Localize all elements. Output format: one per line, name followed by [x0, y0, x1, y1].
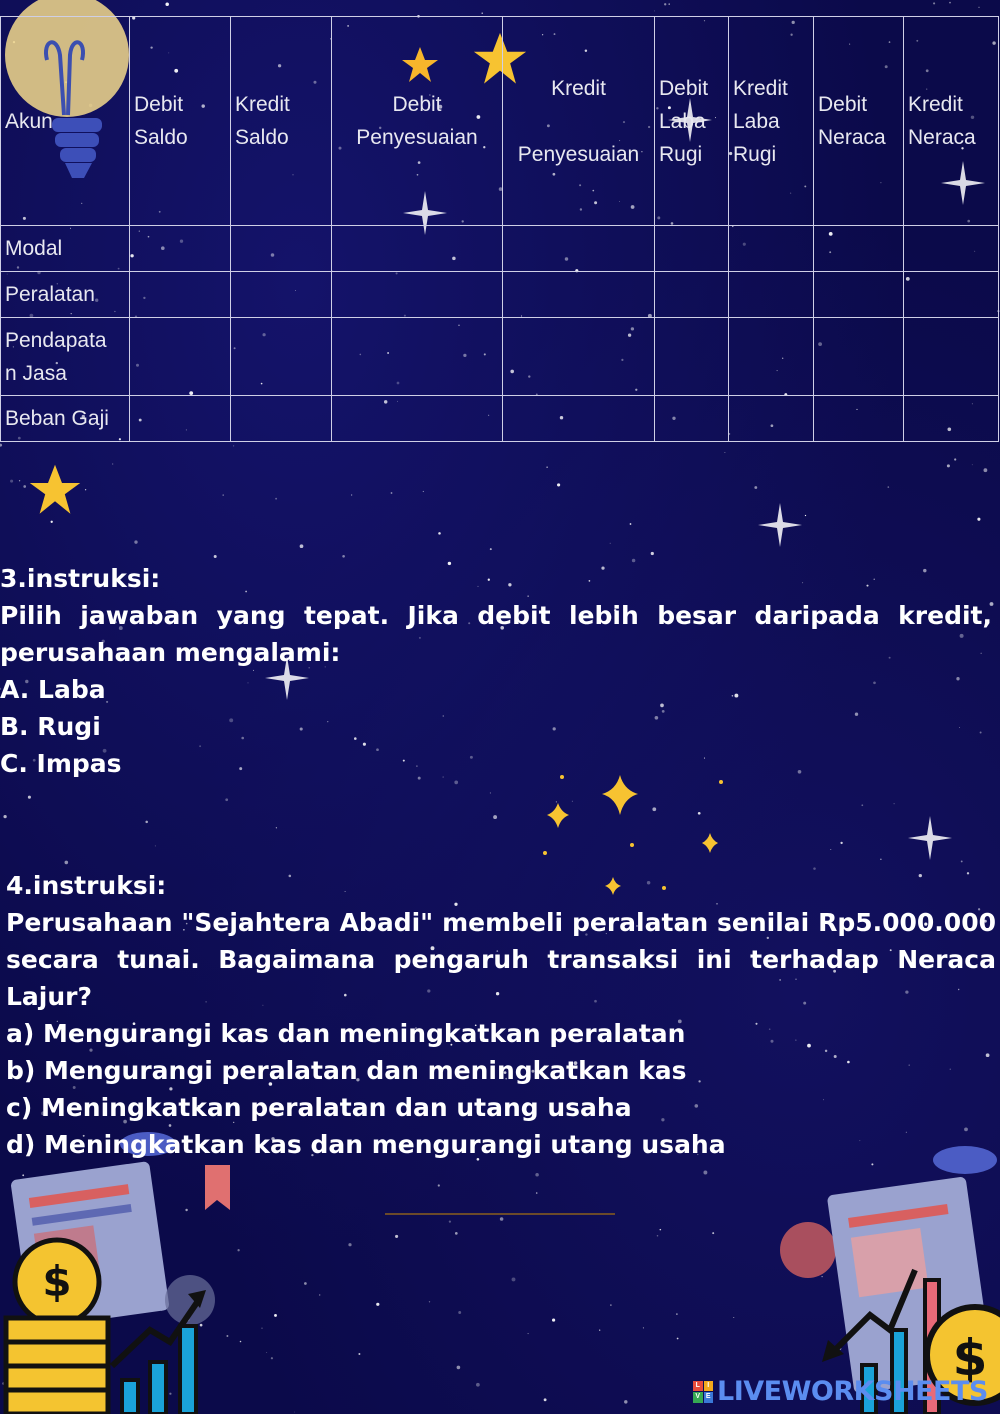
star-dot — [512, 1277, 516, 1281]
input-cell[interactable] — [904, 396, 999, 442]
neraca-lajur-table — [0, 16, 999, 442]
star-dot — [351, 494, 352, 495]
input-cell[interactable] — [130, 396, 231, 442]
star-dot — [888, 486, 890, 488]
input-cell[interactable] — [231, 272, 332, 318]
account-cell: Beban Gaji — [1, 396, 130, 442]
star-dot — [703, 1171, 707, 1175]
star-dot — [342, 555, 345, 558]
account-cell: Modal — [1, 226, 130, 272]
input-cell[interactable] — [814, 318, 904, 396]
star-dot — [493, 815, 497, 819]
star-dot — [500, 1217, 504, 1221]
input-cell[interactable] — [130, 272, 231, 318]
header-debit-laba-rugi: Debit Laba Rugi — [655, 17, 729, 226]
star-dot — [657, 1235, 659, 1237]
star-dot — [294, 1412, 295, 1413]
answer-option-b[interactable]: b) Mengurangi peralatan dan meningkatkan kas — [6, 1056, 687, 1085]
star-dot — [754, 486, 757, 489]
question-text: Pilih jawaban yang tepat. Jika debit lebih besar daripada kredit, perusahaan mengalami: — [0, 601, 992, 667]
star-dot — [19, 480, 20, 481]
input-cell[interactable] — [231, 318, 332, 396]
account-cell: Peralatan — [1, 272, 130, 318]
input-cell[interactable] — [332, 318, 503, 396]
star-dot — [348, 1243, 351, 1246]
star-dot — [3, 815, 6, 818]
input-cell[interactable] — [231, 226, 332, 272]
star-dot — [482, 13, 483, 14]
star-dot — [275, 498, 277, 500]
star-dot — [546, 467, 547, 468]
star-dot — [112, 463, 113, 464]
input-cell[interactable] — [655, 318, 729, 396]
input-cell[interactable] — [655, 396, 729, 442]
input-cell[interactable] — [655, 272, 729, 318]
input-cell[interactable] — [503, 226, 655, 272]
input-cell[interactable] — [814, 272, 904, 318]
divider — [385, 1213, 615, 1215]
star-dot — [28, 796, 31, 799]
star-dot — [222, 494, 223, 495]
input-cell[interactable] — [130, 226, 231, 272]
header-kredit-saldo: Kredit Saldo — [231, 17, 332, 226]
growth-chart-icon — [0, 1130, 240, 1414]
input-cell[interactable] — [332, 272, 503, 318]
star-dot — [276, 827, 277, 828]
question-text: Perusahaan "Sejahtera Abadi" membeli peralatan senilai Rp5.000.000 secara tunai. Bagaimana pengaruh transaksi ini terhadap Neraca Lajur? — [6, 908, 996, 1011]
input-cell[interactable] — [130, 318, 231, 396]
star-dot — [654, 10, 655, 11]
input-cell[interactable] — [332, 226, 503, 272]
star-dot — [643, 1327, 644, 1328]
star-dot — [677, 1338, 679, 1340]
star-dot — [630, 523, 632, 525]
star-dot — [664, 3, 666, 5]
answer-option-a[interactable]: a) Mengurangi kas dan meningkatkan peralatan — [6, 1019, 686, 1048]
input-cell[interactable] — [904, 226, 999, 272]
star-dot — [271, 1357, 273, 1359]
input-cell[interactable] — [814, 396, 904, 442]
table-header-row — [1, 17, 999, 226]
star-dot — [304, 1282, 307, 1285]
star-dot — [319, 1294, 320, 1295]
star-dot — [134, 540, 137, 543]
star-dot — [300, 544, 304, 548]
star-dot — [476, 1383, 480, 1387]
table-row — [1, 318, 999, 396]
star-dot — [423, 491, 424, 492]
star-dot — [274, 1314, 277, 1317]
liveworksheets-logo-icon: L I V E — [693, 1381, 713, 1403]
star-dot — [376, 1303, 379, 1306]
answer-option-a[interactable]: A. Laba — [0, 675, 106, 704]
star-dot — [724, 452, 725, 453]
star-dot — [805, 515, 806, 516]
header-kredit-penyesuaian: Kredit Penyesuaian — [503, 17, 655, 226]
star-dot — [733, 1317, 734, 1318]
input-cell[interactable] — [729, 318, 814, 396]
header-kredit-neraca: Kredit Neraca — [904, 17, 999, 226]
input-cell[interactable] — [729, 396, 814, 442]
star-dot — [395, 1235, 398, 1238]
star-dot — [438, 1184, 440, 1186]
star-dot — [65, 861, 69, 865]
liveworksheets-brand[interactable] — [693, 1376, 988, 1407]
table-row — [1, 272, 999, 318]
input-cell[interactable] — [503, 318, 655, 396]
star-dot — [840, 842, 842, 844]
input-cell[interactable] — [655, 226, 729, 272]
input-cell[interactable] — [503, 396, 655, 442]
question-title: 3.instruksi: — [0, 564, 161, 593]
star-dot — [51, 521, 53, 523]
star-dot — [610, 1304, 611, 1305]
star-dot — [954, 458, 956, 460]
answer-option-c[interactable]: C. Impas — [0, 749, 122, 778]
document-icon — [770, 1140, 1000, 1414]
star-dot — [145, 821, 148, 824]
star-dot — [624, 1400, 627, 1403]
star-dot — [933, 2, 935, 4]
star-dot — [947, 464, 950, 467]
star-icon — [26, 462, 84, 518]
star-dot — [458, 1311, 461, 1314]
star-dot — [0, 444, 2, 447]
star-flare — [908, 816, 952, 860]
star-flare — [758, 503, 802, 547]
answer-option-b[interactable]: B. Rugi — [0, 712, 101, 741]
answer-option-d[interactable]: d) Meningkatkan kas dan mengurangi utang usaha — [6, 1130, 726, 1159]
star-dot — [85, 489, 86, 490]
star-dot — [977, 518, 980, 521]
input-cell[interactable] — [904, 272, 999, 318]
header-debit-penyesuaian: Debit Penyesuaian — [332, 17, 503, 226]
star-dot — [984, 468, 988, 472]
input-cell[interactable] — [729, 272, 814, 318]
star-dot — [949, 2, 951, 4]
answer-option-c[interactable]: c) Meningkatkan peralatan dan utang usaha — [6, 1093, 632, 1122]
star-dot — [490, 548, 492, 550]
star-dot — [233, 445, 234, 446]
star-dot — [10, 480, 13, 483]
input-cell[interactable] — [332, 396, 503, 442]
star-dot — [165, 2, 169, 6]
table-row — [1, 226, 999, 272]
star-dot — [668, 3, 669, 4]
star-dot — [266, 1352, 267, 1353]
star-dot — [660, 1229, 662, 1231]
star-dot — [712, 1232, 714, 1234]
star-dot — [610, 543, 611, 544]
star-dot — [880, 859, 881, 860]
star-dot — [552, 1319, 555, 1322]
input-cell[interactable] — [904, 318, 999, 396]
star-dot — [261, 1328, 262, 1329]
star-dot — [155, 845, 156, 846]
star-dot — [358, 1353, 360, 1355]
svg-text:$: $ — [42, 1257, 72, 1306]
account-cell: Pendapata n Jasa — [1, 318, 130, 396]
question-title: 4.instruksi: — [6, 871, 167, 900]
input-cell[interactable] — [729, 226, 814, 272]
star-dot — [535, 1173, 539, 1177]
star-dot — [449, 1220, 451, 1222]
star-dot — [861, 804, 863, 806]
star-dot — [544, 1398, 547, 1401]
star-dot — [961, 860, 963, 862]
star-dot — [557, 483, 560, 486]
star-dot — [455, 1232, 458, 1235]
star-dot — [438, 532, 441, 535]
star-dot — [457, 1366, 461, 1370]
header-debit-saldo: Debit Saldo — [130, 17, 231, 226]
star-dot — [978, 7, 979, 8]
star-dot — [894, 803, 895, 804]
header-akun: Akun — [1, 17, 130, 226]
header-kredit-laba-rugi: Kredit Laba Rugi — [729, 17, 814, 226]
header-debit-neraca: Debit Neraca — [814, 17, 904, 226]
input-cell[interactable] — [503, 272, 655, 318]
star-dot — [972, 464, 973, 465]
input-cell[interactable] — [814, 226, 904, 272]
brand-name: LIVEWORKSHEETS — [717, 1376, 988, 1407]
star-dot — [830, 849, 831, 850]
star-dot — [391, 492, 393, 494]
star-dot — [536, 1192, 538, 1194]
star-dot — [214, 555, 217, 558]
star-dot — [429, 1301, 430, 1302]
star-dot — [225, 798, 228, 801]
table-row — [1, 396, 999, 442]
star-dot — [651, 552, 654, 555]
star-dot — [599, 1330, 600, 1331]
question-3 — [0, 560, 992, 782]
question-4 — [6, 867, 996, 1163]
star-dot — [490, 792, 491, 793]
star-dot — [676, 1313, 677, 1314]
star-dot — [528, 1333, 529, 1334]
svg-text:$: $ — [952, 1329, 988, 1387]
input-cell[interactable] — [231, 396, 332, 442]
